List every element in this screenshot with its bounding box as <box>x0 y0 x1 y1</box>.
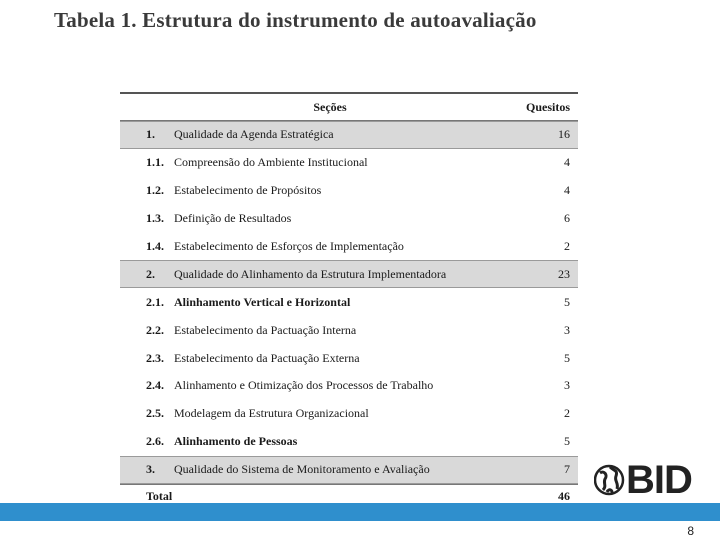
table-row <box>120 288 578 316</box>
table-row <box>120 316 578 344</box>
row-label: Qualidade do Alinhamento da Estrutura Implementadora <box>174 266 447 281</box>
row-number: 2.6. <box>146 434 164 449</box>
row-number: 2. <box>146 266 155 281</box>
row-number: 1.3. <box>146 211 164 226</box>
table-row <box>120 372 578 400</box>
row-value: 6 <box>564 211 570 226</box>
page-title: Tabela 1. Estrutura do instrumento de autoavaliação <box>54 8 537 32</box>
table-row <box>120 177 578 205</box>
row-label: Qualidade da Agenda Estratégica <box>174 127 334 142</box>
row-value: 23 <box>558 266 570 281</box>
row-number: 2.4. <box>146 378 164 393</box>
header-sections: Seções <box>313 99 347 114</box>
row-label: Estabelecimento de Propósitos <box>174 183 322 198</box>
row-number: 1.1. <box>146 155 164 170</box>
row-value: 5 <box>564 294 570 309</box>
table-row <box>120 233 578 261</box>
table-row-section-1 <box>120 121 578 149</box>
row-number: 1. <box>146 127 155 142</box>
total-value: 46 <box>558 489 570 504</box>
row-value: 4 <box>564 183 570 198</box>
row-value: 7 <box>564 462 570 477</box>
table-row <box>120 149 578 177</box>
row-value: 2 <box>564 406 570 421</box>
row-label: Estabelecimento de Esforços de Implementação <box>174 239 404 253</box>
table-row <box>120 344 578 372</box>
header-count: Quesitos <box>525 99 570 114</box>
table-row <box>120 205 578 233</box>
row-number: 1.4. <box>146 239 164 253</box>
row-number: 2.5. <box>146 406 164 421</box>
total-label: Total <box>146 489 173 504</box>
row-number: 2.2. <box>146 322 164 337</box>
table-row <box>120 428 578 456</box>
row-label: Compreensão do Ambiente Institucional <box>174 155 368 170</box>
row-label: Qualidade do Sistema de Monitoramento e Avaliação <box>174 462 430 477</box>
row-label: Alinhamento de Pessoas <box>174 434 298 449</box>
row-label: Definição de Resultados <box>174 211 292 226</box>
table-header <box>120 94 578 121</box>
table-row-section-2 <box>120 260 578 288</box>
row-number: 1.2. <box>146 183 164 198</box>
bid-logo-text: BID <box>626 458 692 502</box>
page-number: 8 <box>687 524 694 538</box>
table-row <box>120 400 578 428</box>
structure-table <box>120 92 578 511</box>
row-label: Estabelecimento da Pactuação Externa <box>174 350 360 365</box>
globe-icon <box>595 466 623 494</box>
row-value: 3 <box>564 322 570 337</box>
row-value: 2 <box>564 239 570 253</box>
row-value: 5 <box>564 350 570 365</box>
row-number: 2.1. <box>146 294 164 309</box>
row-number: 3. <box>146 462 155 477</box>
row-value: 4 <box>564 155 570 170</box>
table-row-section-3 <box>120 456 578 484</box>
row-label: Alinhamento Vertical e Horizontal <box>174 294 351 309</box>
row-value: 5 <box>564 434 570 449</box>
footer-bar <box>0 503 720 521</box>
row-label: Alinhamento e Otimização dos Processos de Trabalho <box>174 378 434 393</box>
row-label: Modelagem da Estrutura Organizacional <box>174 406 369 421</box>
row-label: Estabelecimento da Pactuação Interna <box>174 322 357 337</box>
row-number: 2.3. <box>146 350 164 365</box>
row-value: 16 <box>558 127 570 142</box>
row-value: 3 <box>564 378 570 393</box>
